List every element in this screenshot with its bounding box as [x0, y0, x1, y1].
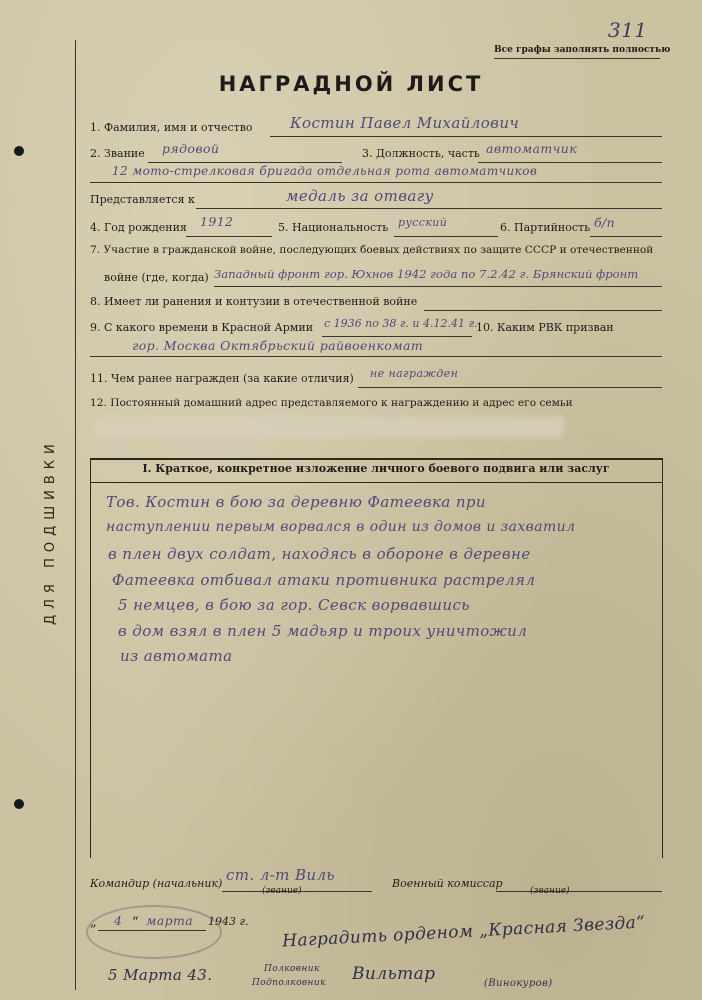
rank-note-2: (звание)	[530, 886, 570, 896]
resolution-signature: Вильтар	[352, 964, 436, 984]
punch-hole-bottom	[14, 799, 24, 809]
resolution-title-2: Подполковник	[252, 978, 326, 988]
field-2-line	[148, 162, 342, 163]
section-box-top	[90, 458, 662, 460]
field-3-line	[478, 162, 662, 163]
field-11-label: 11. Чем ранее награжден (за какие отличия)	[90, 372, 354, 385]
field-10-label: 10. Каким РВК призван	[476, 321, 614, 334]
field-2-label: 2. Звание	[90, 147, 145, 160]
date-month: марта	[146, 913, 194, 928]
field-7-value: Западный фронт гор. Юхнов 1942 года по 7.2.42 г. Брянский фронт	[214, 267, 639, 281]
field-7-label-line2: войне (где, когда)	[104, 271, 209, 284]
field-4-value: 1912	[200, 214, 234, 229]
punch-hole-top	[14, 146, 24, 156]
date-year: 1943 г.	[208, 915, 249, 928]
field-9-line	[322, 336, 472, 337]
field-7-line	[214, 286, 662, 287]
date-quote-open: „	[90, 915, 97, 930]
presented-line	[196, 208, 662, 209]
field-7-label-line1: 7. Участие в гражданской войне, последующих боевых действиях по защите СССР и отечественной	[90, 244, 654, 256]
field-2-value: рядовой	[162, 141, 220, 156]
field-11-value: не награжден	[370, 367, 459, 380]
binding-side-label: ДЛЯ ПОДШИВКИ	[43, 438, 58, 625]
date-day: 4	[114, 913, 123, 928]
resolution-signer: (Винокуров)	[484, 978, 553, 989]
commander-signature: ст. л-т Виль	[226, 866, 335, 884]
field-6-label: 6. Партийность	[500, 221, 591, 234]
field-4-line	[186, 236, 272, 237]
deed-line-3: в плен двух солдат, находясь в обороне в деревне	[108, 545, 531, 563]
deed-line-5: 5 немцев, в бою за гор. Севск ворвавшись	[118, 596, 470, 614]
archive-number: 311	[608, 18, 648, 42]
field-8-label: 8. Имеет ли ранения и контузии в отечественной войне	[90, 295, 418, 308]
field-10-value: гор. Москва Октябрьский райвоенкомат	[132, 338, 424, 353]
field-1-label: 1. Фамилия, имя и отчество	[90, 121, 253, 134]
redacted-address	[94, 416, 564, 438]
deed-line-4: Фатеевка отбивал атаки противника растрелял	[112, 571, 536, 589]
section-title-divider	[90, 482, 662, 483]
section-1-title: I. Краткое, конкретное изложение личного боевого подвига или заслуг	[142, 462, 610, 475]
rank-note-1: (звание)	[262, 886, 302, 896]
commissar-line	[496, 891, 662, 892]
field-4-label: 4. Год рождения	[90, 221, 187, 234]
note-underline	[494, 58, 660, 59]
date-quote-close: “	[132, 915, 139, 930]
field-3-value: автоматчик	[486, 141, 578, 156]
deed-line-2: наступлении первым ворвался в один из домов и захватил	[106, 519, 576, 535]
resolution-date: 5 Марта 43.	[108, 966, 213, 984]
commissar-label: Военный комиссар	[392, 877, 503, 890]
binding-margin-line	[75, 40, 76, 990]
presented-label: Представляется к	[90, 193, 195, 206]
field-5-value: русский	[398, 216, 448, 229]
field-5-label: 5. Национальность	[278, 221, 389, 234]
field-1-line	[270, 136, 662, 137]
field-3-label: 3. Должность, часть	[362, 147, 480, 160]
deed-line-6: в дом взял в плен 5 мадьяр и троих уничтожил	[118, 622, 528, 640]
field-12-label: 12. Постоянный домашний адрес представляемого к награждению и адрес его семьи	[90, 397, 573, 409]
presented-value: медаль за отвагу	[286, 187, 434, 205]
document-title: НАГРАДНОЙ ЛИСТ	[218, 72, 484, 96]
deed-line-1: Тов. Костин в бою за деревню Фатеевка при	[106, 493, 486, 511]
field-9-label: 9. С какого времени в Красной Армии	[90, 321, 314, 334]
date-line	[98, 930, 206, 931]
field-10-line	[90, 356, 662, 357]
field-5-line	[394, 236, 498, 237]
award-resolution: Наградить орденом „Красная Звезда“	[281, 912, 646, 952]
field-9-value: с 1936 по 38 г. и 4.12.41 г.	[324, 317, 478, 330]
fill-all-fields-note: Все графы заполнять полностью	[494, 45, 671, 55]
field-6-line	[590, 236, 662, 237]
field-11-line	[358, 387, 662, 388]
field-6-value: б/п	[594, 215, 616, 230]
section-box-left	[90, 458, 91, 858]
unit-line	[90, 182, 662, 183]
deed-line-7: из автомата	[120, 647, 233, 665]
field-8-line	[424, 310, 662, 311]
section-box-right	[662, 458, 663, 858]
field-1-value: Костин Павел Михайлович	[290, 114, 520, 132]
commander-label: Командир (начальник)	[90, 877, 223, 890]
unit-value: 12 мото-стрелковая бригада отдельная рота автоматчиков	[112, 164, 538, 178]
resolution-title-1: Полковник	[264, 964, 320, 974]
